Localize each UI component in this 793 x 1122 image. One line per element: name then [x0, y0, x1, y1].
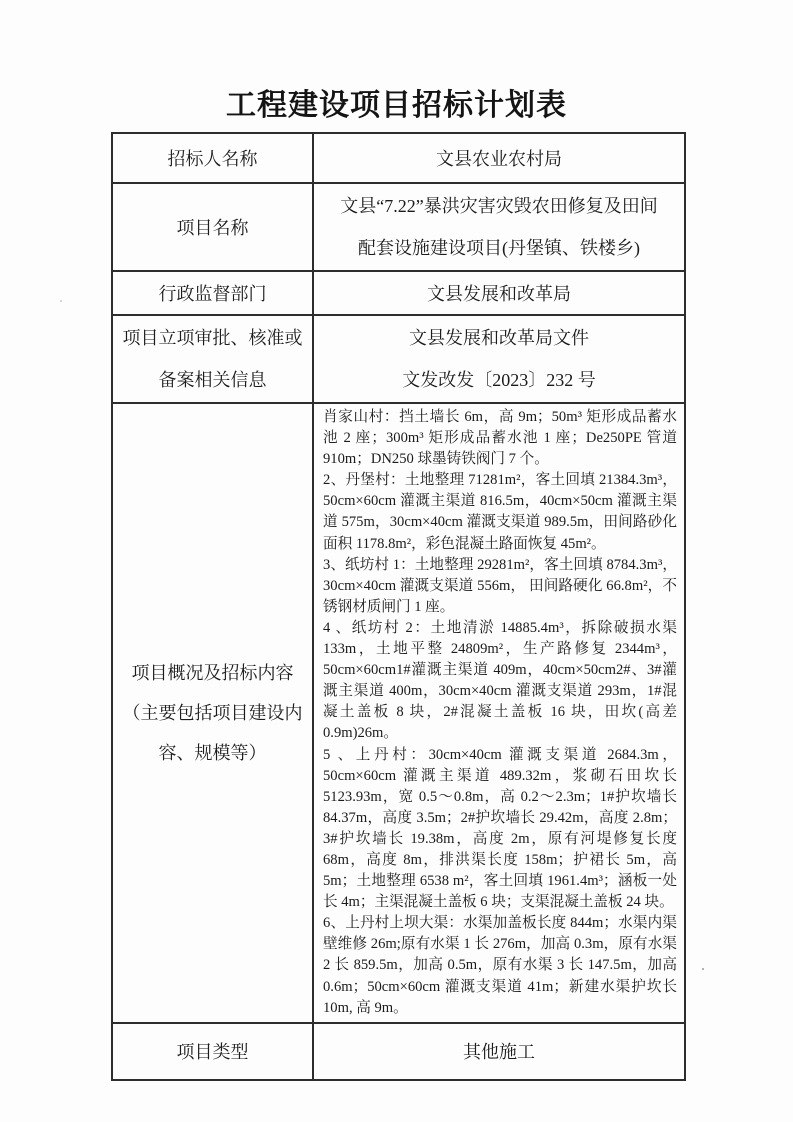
supervising-department-label: 行政监督部门 — [112, 271, 313, 315]
project-name-line-1: 文县“7.22”暴洪灾害灾毁农田修复及田间 — [340, 196, 658, 216]
approval-doc-source: 文县发展和改革局文件 — [409, 328, 589, 348]
table-row-approval-info — [112, 315, 685, 403]
approval-doc-number: 文发改发〔2023〕232 号 — [402, 370, 596, 390]
table-row-bidder-name — [112, 133, 685, 183]
table-row-project-name — [112, 183, 685, 271]
approval-info-label — [112, 315, 313, 403]
project-type-value: 其他施工 — [313, 1023, 685, 1080]
page-title: 工程建设项目招标计划表 — [226, 89, 567, 122]
bidding-plan-table — [111, 132, 686, 1081]
project-overview-label-line-2: （主要包括项目建设内 — [122, 702, 303, 723]
approval-info-label-line-1: 项目立项审批、核准或 — [122, 328, 303, 348]
bidder-name-value: 文县农业农村局 — [313, 133, 685, 183]
project-name-value — [313, 183, 685, 271]
approval-info-label-line-2: 备案相关信息 — [158, 370, 267, 390]
project-overview-label-line-1: 项目概况及招标内容 — [131, 662, 294, 683]
approval-info-value — [313, 315, 685, 403]
project-overview-label — [112, 403, 313, 1023]
scan-speck — [702, 968, 704, 970]
project-name-line-2: 配套设施建设项目(丹堡镇、铁楼乡) — [358, 238, 640, 258]
overview-paragraph-danbao: 2、丹堡村：土地整理 71281m²，客土回填 21384.3m³，50cm×60cm 灌溉主渠道 816.5m，40cm×50cm 灌溉主渠道 575m，30cm×40cm 灌溉支渠道 989.5m，田间路砂化面积 1178.8m²，彩色混凝土路面恢复 45m²。 — [323, 472, 677, 552]
table-row-project-type — [112, 1023, 685, 1080]
overview-paragraph-zhifang2: 4 、纸坊村 2：土地清淤 14885.4m³，拆除破损水渠 133m，土地平整 24809m²，生产路修复 2344m³，50cm×60cm1#灌溉主渠道 409m，40cm×50cm2#、3#灌溉主渠道 400m，30cm×40cm 灌溉支渠道 293m，1#混凝土盖板 8 块，2#混凝土盖板 16 块，田坎(高差 0.9m)26m。 — [323, 619, 677, 742]
table-row-project-overview — [112, 403, 685, 1023]
supervising-department-value: 文县发展和改革局 — [313, 271, 685, 315]
scan-speck — [60, 300, 62, 302]
overview-paragraph-zhifang1: 3、纸坊村 1：土地整理 29281m²，客土回填 8784.3m³，30cm×40cm 灌溉支渠道 556m， 田间路硬化 66.8m²，不锈钢材质闸门 1 座。 — [323, 556, 677, 615]
overview-paragraph-shangdan-shangba: 6、上丹村上坝大渠：水渠加盖板长度 844m；水渠内渠壁维修 26m;原有水渠 1 长 276m，加高 0.3m，原有水渠 2 长 859.5m，加高 0.5m，原有水渠 3 长 147.5m，加高 0.6m；50cm×60cm 灌溉支渠道 41m；新建水渠护坎长 10m, 高 9m。 — [323, 915, 677, 1016]
project-overview-label-line-3: 容、规模等） — [158, 742, 267, 763]
project-overview-content — [313, 403, 685, 1023]
project-name-label: 项目名称 — [112, 183, 313, 271]
project-type-label: 项目类型 — [112, 1023, 313, 1080]
table-row-supervising-department — [112, 271, 685, 315]
overview-paragraph-shangdan: 5 、上丹村：30cm×40cm 灌溉支渠道 2684.3m，50cm×60cm 灌溉主渠道 489.32m，浆砌石田坎长 5123.93m，宽 0.5～0.8m，高 0.2～2.3m；1#护坎墙长 84.37m，高度 3.5m；2#护坎墙长 29.42m，高度 2.8m；3#护坎墙长 19.38m，高度 2m，原有河堤修复长度 68m，高度 8m，排洪渠长度 158m；护裙长 5m，高 5m；土地整理 6538 m²，客土回填 1961.4m³；涵板一处长 4m；主渠混凝土盖板 6 块；支渠混凝土盖板 24 块。 — [323, 746, 677, 911]
overview-paragraph-xiaojiashan: 肖家山村：挡土墙长 6m，高 9m；50m³ 矩形成品蓄水池 2 座；300m³ 矩形成品蓄水池 1 座；De250PE 管道 910m；DN250 球墨铸铁阀门 7 个。 — [323, 409, 677, 468]
bidder-name-label: 招标人名称 — [112, 133, 313, 183]
